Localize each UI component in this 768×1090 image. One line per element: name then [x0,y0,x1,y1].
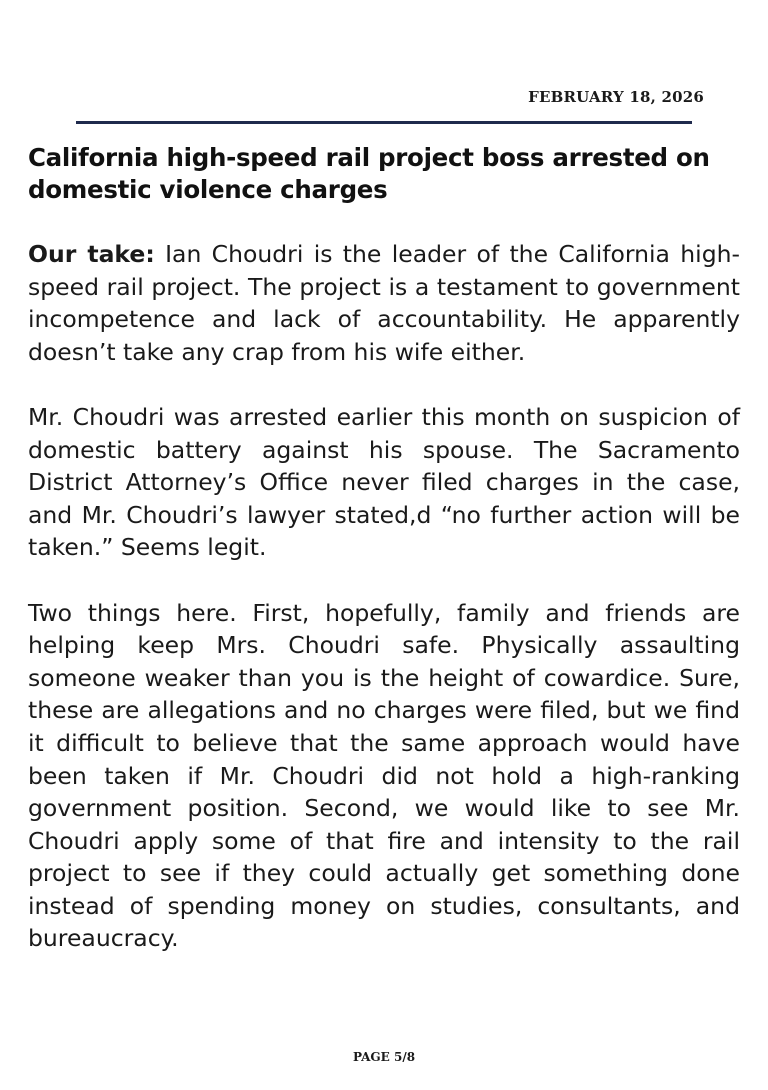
article-paragraph-3: Two things here. First, hopefully, family and friends are helping keep Mrs. Choudri safe. Physically assaulting someone weaker than you is the height of cowardice. Sure, these are allegations and no charges were filed, but we find it difficult to believe that the same approach would have been taken if Mr. Choudri did not hold a high-ranking government position. Second, we would like to see Mr. Choudri apply some of that fire and intensity to the rail project to see if they could actually get something done instead of spending money on studies, consultants, and bureaucracy. [28,598,740,953]
header-divider [76,121,692,124]
our-take-label: Our take: [28,240,155,268]
article-body [28,238,740,988]
article-headline: California high-speed rail project boss arrested on domestic violence charges [28,143,710,204]
our-take-paragraph [28,238,740,368]
article-paragraph-2: Mr. Choudri was arrested earlier this month on suspicion of domestic battery against his spouse. The Sacramento District Attorney’s Office never filed charges in the case, and Mr. Choudri’s lawyer stated,d “no further action will be taken.” Seems legit. [28,402,740,562]
page-number: PAGE 5/8 [352,1050,416,1064]
publication-date: FEBRUARY 18, 2026 [528,88,704,106]
our-take-text: Ian Choudri is the leader of the California high-speed rail project. The project is a testament to government incompetence and lack of accountability. He apparently doesn’t take any crap from his wife either. [28,240,741,366]
